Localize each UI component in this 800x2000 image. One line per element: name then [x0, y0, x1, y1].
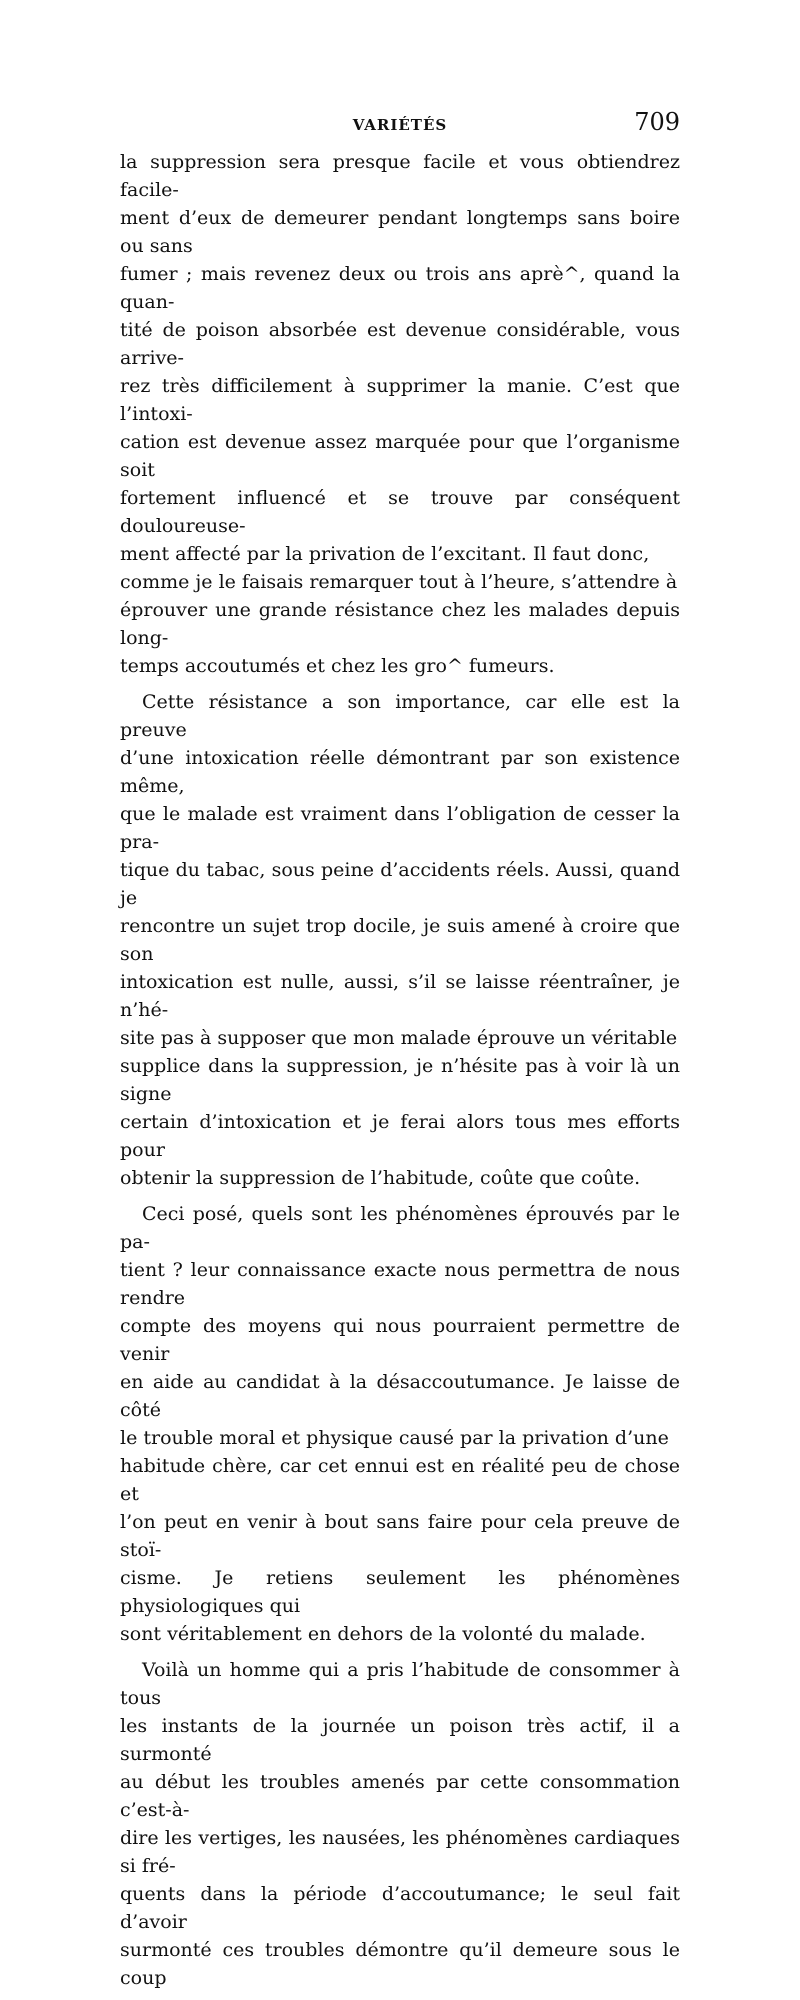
page-number: 709 — [634, 108, 680, 136]
running-title: VARIÉTÉS — [352, 116, 448, 134]
paragraph-2: Cette résistance a son importance, car elle est la preuve d’une intoxication réelle démontrant par son existence même, que le malade est vraiment dans l’obligation de cesser la pra- tique du tabac, sous peine d’accidents réels. Aussi, quand je rencontre un sujet trop docile, je suis amené à croire que son intoxication est nulle, aussi, s’il se laisse réentraîner, je n’hé- site pas à supposer que mon malade éprouve un véritable supplice dans la suppression, je n’hésite pas à voir là un signe certain d’intoxication et je ferai alors tous mes efforts pour obtenir la suppression de l’habitude, coûte que coûte. — [120, 691, 680, 1189]
paragraph-3: Ceci posé, quels sont les phénomènes éprouvés par le pa- tient ? leur connaissance exacte nous permettra de nous rendre compte des moyens qui nous pourraient permettre de venir en aide au candidat à la désaccoutumance. Je laisse de côté le trouble moral et physique causé par la privation d’une habitude chère, car cet ennui est en réalité peu de chose et l’on peut en venir à bout sans faire pour cela preuve de stoï- cisme. Je retiens seulement les phénomènes physiologiques qui sont véritablement en dehors de la volonté du malade. — [120, 1203, 680, 1645]
body-text — [120, 148, 680, 2000]
running-head — [120, 108, 680, 142]
paragraph-1: la suppression sera presque facile et vous obtiendrez facile- ment d’eux de demeurer pendant longtemps sans boire ou sans fumer ; mais revenez deux ou trois ans aprè^, quand la quan- tité de poison absorbée est devenue considérable, vous arrive- rez très difficilement à supprimer la manie. C’est que l’intoxi- cation est devenue assez marquée pour que l’organisme soit fortement influencé et se trouve par conséquent douloureuse- ment affecté par la privation de l’excitant. Il faut donc, comme je le faisais remarquer tout à l’heure, s’attendre à éprouver une grande résistance chez les malades depuis long- temps accoutumés et chez les gro^ fumeurs. — [120, 151, 680, 677]
paragraph-4: Voilà un homme qui a pris l’habitude de consommer à tous les instants de la journée un poison très actif, il a surmonté au début les troubles amenés par cette consommation c’est-à- dire les vertiges, les nausées, les phénomènes cardiaques si fré- quents dans la période d’accoutumance; le seul fait d’avoir surmonté ces troubles démontre qu’il demeure sous le coup — [120, 1659, 680, 1989]
